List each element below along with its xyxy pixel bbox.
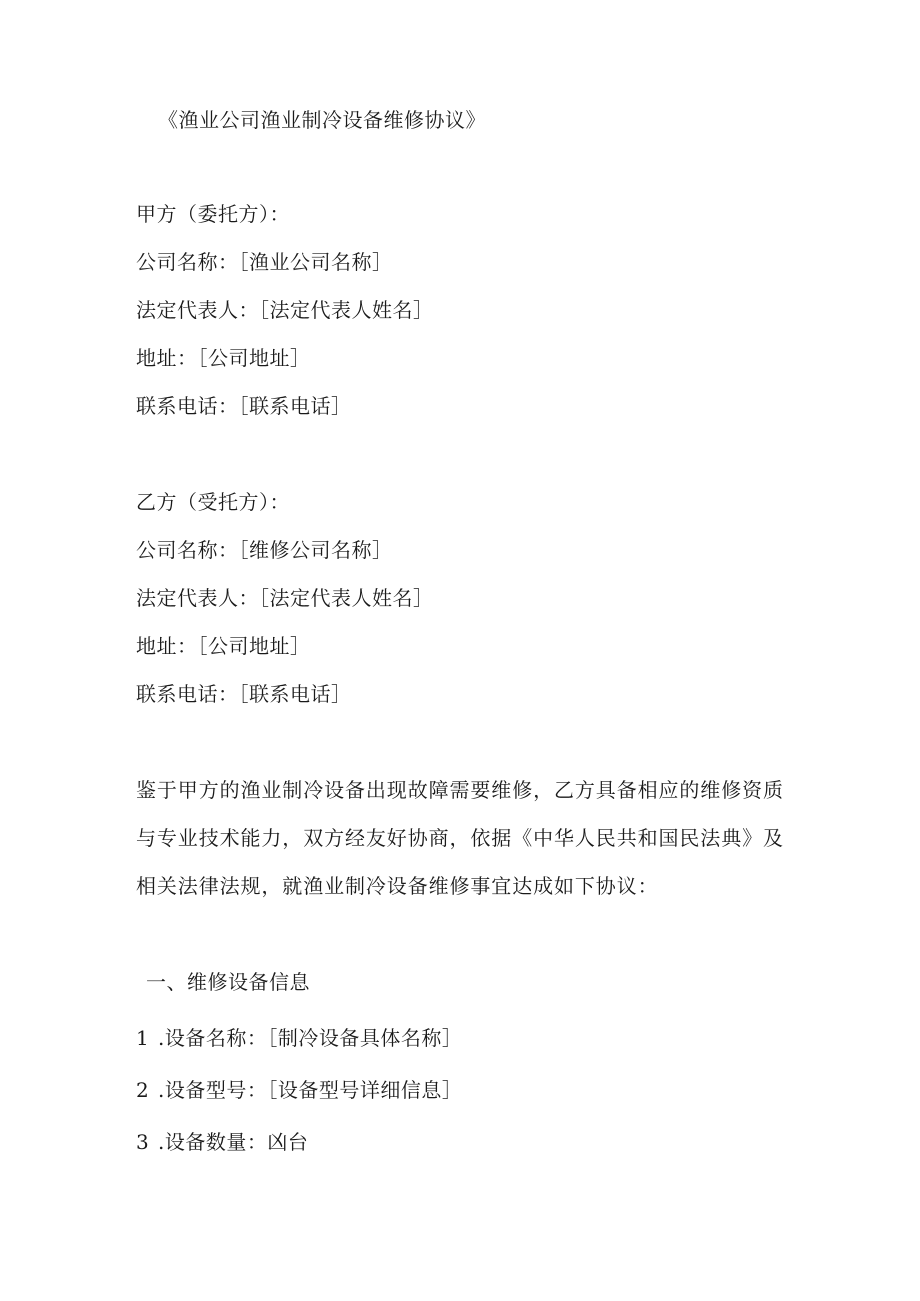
preamble-line: 与专业技术能力，双方经友好协商，依据《中华人民共和国民法典》及	[136, 826, 784, 850]
section-heading: 一、维修设备信息	[146, 970, 310, 994]
list-item-number: 2	[136, 1078, 150, 1102]
list-item	[136, 1026, 462, 1050]
party-b-address: 地址：［公司地址］	[136, 634, 311, 658]
preamble-line: 鉴于甲方的渔业制冷设备出现故障需要维修，乙方具备相应的维修资质	[136, 778, 784, 802]
party-b-representative: 法定代表人：［法定代表人姓名］	[136, 586, 434, 610]
list-item-text: .设备名称：［制冷设备具体名称］	[158, 1026, 463, 1050]
party-a-representative: 法定代表人：［法定代表人姓名］	[136, 298, 434, 322]
party-b-phone: 联系电话：［联系电话］	[136, 682, 352, 706]
party-a-heading: 甲方（委托方）：	[136, 202, 290, 226]
list-item	[136, 1130, 308, 1154]
party-b-heading: 乙方（受托方）：	[136, 490, 290, 514]
list-item-text: .设备数量：凶台	[158, 1130, 309, 1154]
document-title: 《渔业公司渔业制冷设备维修协议》	[158, 108, 486, 132]
list-item-number: 3	[136, 1130, 150, 1154]
party-b-company: 公司名称：［维修公司名称］	[136, 538, 393, 562]
list-item-text: .设备型号：［设备型号详细信息］	[158, 1078, 463, 1102]
party-a-phone: 联系电话：［联系电话］	[136, 394, 352, 418]
list-item-number: 1	[136, 1026, 150, 1050]
party-a-address: 地址：［公司地址］	[136, 346, 311, 370]
list-item	[136, 1078, 462, 1102]
party-a-company: 公司名称：［渔业公司名称］	[136, 250, 393, 274]
preamble-line: 相关法律法规，就渔业制冷设备维修事宜达成如下协议：	[136, 874, 659, 898]
